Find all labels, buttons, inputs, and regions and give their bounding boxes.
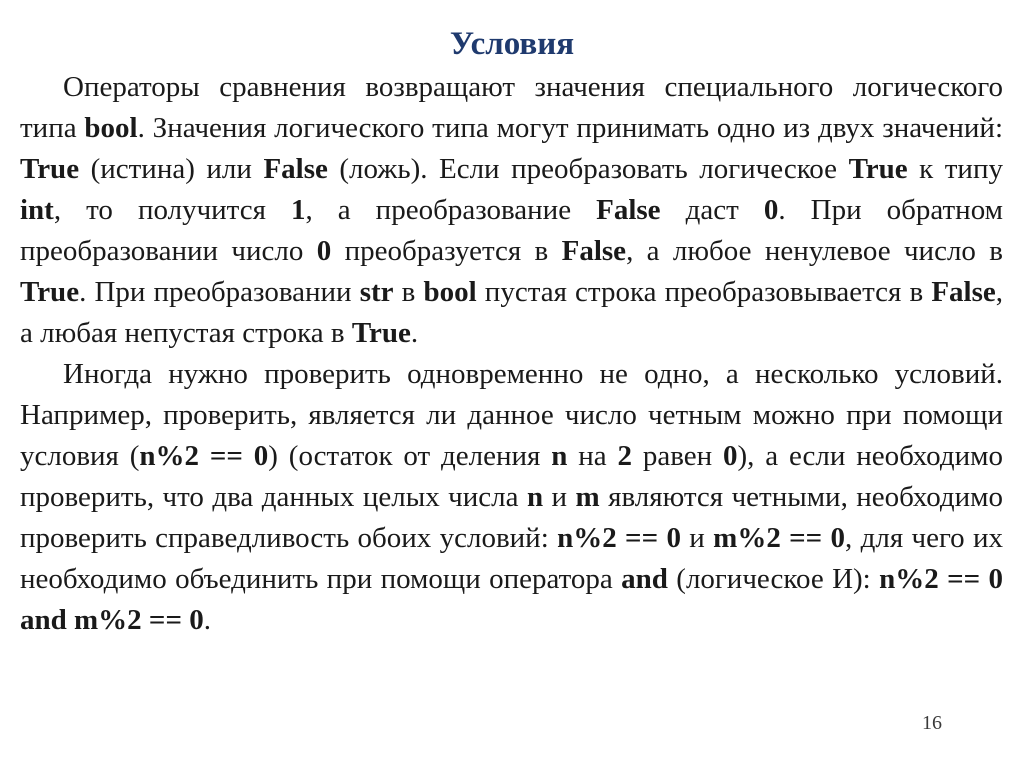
text-run: преобразуется в — [331, 235, 562, 267]
text-run: и — [543, 481, 576, 513]
bold-term: False — [596, 194, 661, 226]
text-run: в — [393, 276, 424, 308]
text-run: на — [567, 440, 618, 472]
bold-term: 1 — [290, 194, 306, 226]
bold-term: str — [359, 276, 394, 308]
text-run: . Значения логического типа могут принимать одно из двух значений: — [137, 112, 1003, 144]
paragraph-bool-conversion — [20, 67, 1003, 354]
text-run: . — [410, 317, 419, 349]
text-run: ), а если необходимо проверить, что два данных целых числа — [20, 440, 1003, 513]
bold-term: and — [621, 563, 668, 595]
bold-term: 0 — [316, 235, 332, 267]
bold-term: True — [20, 276, 80, 308]
text-run: Операторы сравнения возвращают значения специального логического типа — [20, 71, 1003, 144]
bold-term: True — [20, 153, 80, 185]
text-run: к типу — [907, 153, 1003, 185]
text-run: . При преобразовании — [79, 276, 360, 308]
bold-term: False — [561, 235, 627, 267]
bold-term: n — [551, 440, 568, 472]
bold-term: n — [526, 481, 544, 513]
text-run: пустая строка преобразовывается в — [476, 276, 932, 308]
bold-term: True — [351, 317, 411, 349]
slide-body — [20, 67, 1003, 641]
text-run: , а преобразование — [305, 194, 597, 226]
text-run: и — [680, 522, 714, 554]
bold-term: 2 — [617, 440, 632, 472]
bold-term: 0 — [722, 440, 738, 472]
slide-number: 16 — [922, 712, 942, 734]
bold-term: n%2 == 0 and m%2 == 0 — [20, 563, 1004, 636]
text-run: , а любая непустая строка в — [20, 276, 1003, 349]
bold-term: bool — [423, 276, 477, 308]
bold-term: n%2 == 0 — [139, 440, 269, 472]
bold-term: bool — [84, 112, 138, 144]
text-run: ) (остаток от деления — [268, 440, 552, 472]
bold-term: m%2 == 0 — [713, 522, 846, 554]
text-run: равен — [631, 440, 723, 472]
text-run: , для чего их необходимо объединить при помощи оператора — [20, 522, 1004, 595]
text-run: . — [203, 604, 211, 636]
slide-title: Условия — [449, 26, 575, 62]
text-run: . При обратном преобразовании число — [20, 194, 1003, 267]
bold-term: 0 — [763, 194, 779, 226]
text-run: (истина) или — [79, 153, 264, 185]
text-run: даст — [660, 194, 764, 226]
text-run: (ложь). Если преобразовать логическое — [327, 153, 849, 185]
text-run: , а любое ненулевое число в — [626, 235, 1003, 267]
bold-term: False — [931, 276, 996, 308]
bold-term: False — [263, 153, 328, 185]
text-run: , то получится — [53, 194, 291, 226]
bold-term: int — [20, 194, 54, 226]
bold-term: m — [575, 481, 600, 513]
bold-term: True — [848, 153, 908, 185]
text-run: (логическое И): — [667, 563, 880, 595]
bold-term: n%2 == 0 — [557, 522, 681, 554]
paragraph-compound-conditions — [20, 354, 1003, 641]
text-run: являются четными, необходимо проверить справедливость обоих условий: — [20, 481, 1004, 554]
text-run: Иногда нужно проверить одновременно не одно, а несколько условий. Например, проверить, является ли данное число четным можно при помощи условия ( — [20, 358, 1003, 472]
